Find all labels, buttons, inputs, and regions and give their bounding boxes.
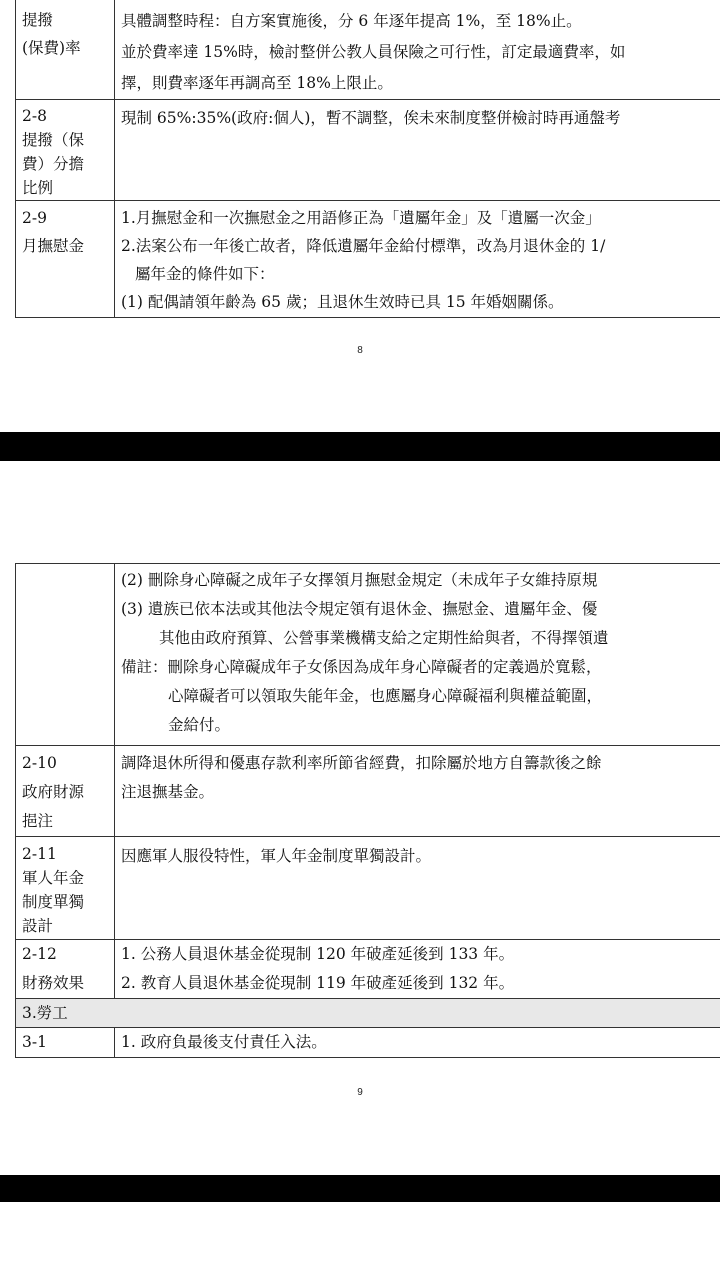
- row-content: [115, 100, 720, 201]
- row-label: 2-12 財務效果: [16, 940, 115, 999]
- document-page-9: [0, 461, 720, 1175]
- content-line: 屬年金的條件如下：: [135, 265, 275, 283]
- table-row: [16, 746, 720, 837]
- content-line: 其他由政府預算、公營事業機構支給之定期性給與者，不得擇領遺: [159, 629, 609, 647]
- row-content: [115, 1028, 720, 1058]
- row-label: 2-8 提撥（保 費）分擔 比例: [16, 100, 115, 201]
- content-line: 現制 65%:35%(政府:個人)，暫不調整，俟未來制度整併檢討時再通盤考: [121, 109, 621, 127]
- row-content: [115, 746, 720, 837]
- page-separator: [0, 432, 720, 461]
- content-line: 1. 公務人員退休基金從現制 120 年破產延後到 133 年。: [121, 945, 515, 963]
- content-line: 2. 教育人員退休基金從現制 119 年破產延後到 132 年。: [121, 974, 515, 992]
- row-label: [16, 564, 115, 746]
- content-line: 心障礙者可以領取失能年金，也應屬身心障礙福利與權益範圍，: [168, 687, 603, 705]
- table-row: [16, 837, 720, 940]
- table-row: [16, 564, 720, 746]
- content-line: 並於費率達 15%時，檢討整併公教人員保險之可行性，訂定最適費率，如: [121, 43, 626, 61]
- page-separator: [0, 1175, 720, 1202]
- table-row: [16, 201, 720, 318]
- content-line: 1.月撫慰金和一次撫慰金之用語修正為「遺屬年金」及「遺屬一次金」: [121, 209, 601, 227]
- row-content: [115, 940, 720, 999]
- table-row: [16, 940, 720, 999]
- row-content: [115, 837, 720, 940]
- content-line: (1) 配偶請領年齡為 65 歲；且退休生效時已具 15 年婚姻關係。: [121, 293, 564, 311]
- page-number: 8: [357, 345, 363, 356]
- row-label: 提撥 (保費)率: [16, 0, 115, 100]
- content-line: 擇，則費率逐年再調高至 18%上限止。: [121, 74, 393, 92]
- row-label: 3-1: [16, 1028, 115, 1058]
- content-line: 2.法案公布一年後亡故者，降低遺屬年金給付標準，改為月退休金的 1/: [121, 237, 606, 255]
- content-line: (2) 刪除身心障礙之成年子女擇領月撫慰金規定（未成年子女維持原規: [121, 571, 598, 589]
- content-line: 注退撫基金。: [121, 783, 215, 801]
- table-row: [16, 1028, 720, 1058]
- page-number: 9: [357, 1087, 363, 1098]
- section-row: [16, 999, 720, 1028]
- document-page-8: [0, 0, 720, 432]
- document-page-10: [0, 1202, 720, 1279]
- row-content: [115, 0, 720, 100]
- row-label: 2-11 軍人年金 制度單獨 設計: [16, 837, 115, 940]
- content-line: 1. 政府負最後支付責任入法。: [121, 1033, 327, 1051]
- reform-table-page-9: [15, 563, 720, 1058]
- reform-table-page-8: [15, 0, 720, 318]
- content-line: 調降退休所得和優惠存款利率所節省經費，扣除屬於地方自籌款後之餘: [121, 754, 602, 772]
- row-label: 2-9 月撫慰金: [16, 201, 115, 318]
- content-line: 金給付。: [168, 716, 231, 734]
- row-content: [115, 201, 720, 318]
- row-content: [115, 564, 720, 746]
- row-label: 2-10 政府財源 挹注: [16, 746, 115, 837]
- content-line: 備註：刪除身心障礙成年子女係因為成年身心障礙者的定義過於寬鬆，: [121, 658, 602, 676]
- table-row: [16, 100, 720, 201]
- content-line: 具體調整時程：自方案實施後，分 6 年逐年提高 1%，至 18%止。: [121, 12, 582, 30]
- section-heading: 3.勞工: [16, 999, 720, 1028]
- table-row: [16, 0, 720, 100]
- content-line: (3) 遺族已依本法或其他法令規定領有退休金、撫慰金、遺屬年金、優: [121, 600, 598, 618]
- content-line: 因應軍人服役特性，軍人年金制度單獨設計。: [121, 847, 432, 865]
